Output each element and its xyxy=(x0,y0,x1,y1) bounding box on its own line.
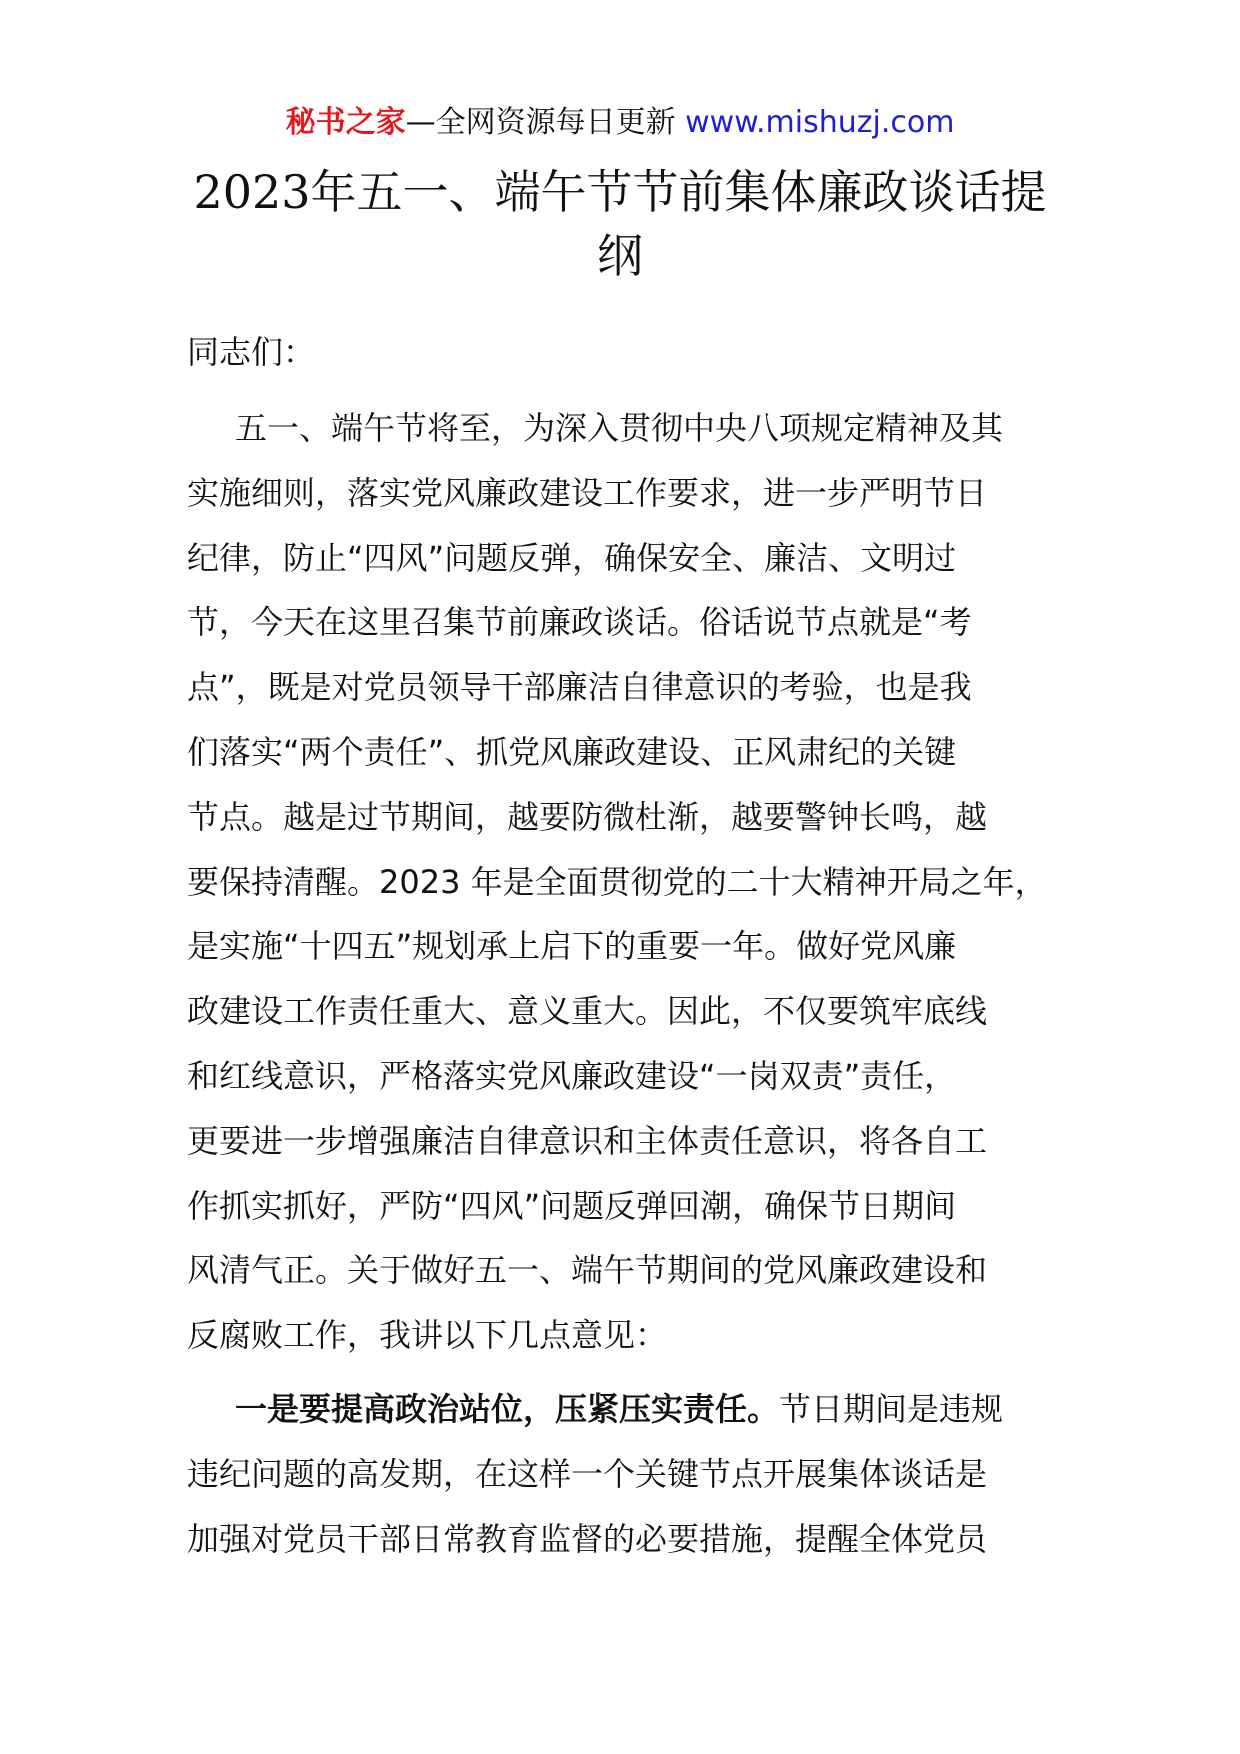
paragraph-line: 加强对党员干部日常教育监督的必要措施，提醒全体党员 xyxy=(187,1519,988,1558)
paragraph-line: 反腐败工作，我讲以下几点意见： xyxy=(187,1316,668,1355)
salutation: 同志们： xyxy=(187,333,316,371)
title-line-1 xyxy=(190,160,1050,224)
paragraph-line: 风清气正。关于做好五一、端午节期间的党风廉政建设和 xyxy=(187,1251,988,1290)
paragraph-line: 节，今天在这里召集节前廉政谈话。俗话说节点就是“考 xyxy=(187,603,972,642)
paragraph-line: 纪律，防止“四风”问题反弹，确保安全、廉洁、文明过 xyxy=(187,538,957,577)
paragraph-line: 违纪问题的高发期，在这样一个关键节点开展集体谈话是 xyxy=(187,1454,988,1493)
title-year: 2023 xyxy=(193,165,311,219)
header-tagline: —全网资源每日更新 xyxy=(405,105,686,140)
paragraph-line: 作抓实抓好，严防“四风”问题反弹回潮，确保节日期间 xyxy=(187,1186,957,1225)
paragraph-line: 和红线意识，严格落实党风廉政建设“一岗双责”责任， xyxy=(187,1056,957,1095)
watermark-header xyxy=(0,101,1240,145)
paragraph-line: 点”，既是对党员领导干部廉洁自律意识的考验，也是我 xyxy=(187,668,972,707)
paragraph-intro xyxy=(187,396,1067,1368)
paragraph-point-one xyxy=(187,1377,1067,1571)
paragraph-line: 更要进一步增强廉洁自律意识和主体责任意识，将各自工 xyxy=(187,1121,988,1160)
title-line-2: 纲 xyxy=(597,229,643,283)
paragraph-line: 是实施“十四五”规划承上启下的重要一年。做好党风廉 xyxy=(187,927,957,966)
brand-name: 秘书之家 xyxy=(285,105,406,140)
point-one-first-line-text: 节日期间是违规 xyxy=(779,1389,1004,1428)
document-body xyxy=(187,320,1067,1571)
point-one-heading: 一是要提高政治站位，压紧压实责任。 xyxy=(235,1389,780,1428)
paragraph-line: 实施细则，落实党风廉政建设工作要求，进一步严明节日 xyxy=(187,473,988,512)
paragraph-line: 要保持清醒。2023 年是全面贯彻党的二十大精神开局之年， xyxy=(187,862,1047,901)
document-title xyxy=(190,160,1050,288)
paragraph-line xyxy=(187,1377,1067,1442)
paragraph-line: 政建设工作责任重大、意义重大。因此，不仅要筑牢底线 xyxy=(187,992,988,1031)
paragraph-line: 节点。越是过节期间，越要防微杜渐，越要警钟长鸣，越 xyxy=(187,797,988,836)
paragraph-line: 五一、端午节将至，为深入贯彻中央八项规定精神及其 xyxy=(235,409,1004,447)
site-url-link[interactable]: www.mishuzj.com xyxy=(685,105,955,140)
paragraph-line: 们落实“两个责任”、抓党风廉政建设、正风肃纪的关键 xyxy=(187,732,957,771)
title-line-1-text: 年五一、端午节节前集体廉政谈话提 xyxy=(310,165,1047,219)
